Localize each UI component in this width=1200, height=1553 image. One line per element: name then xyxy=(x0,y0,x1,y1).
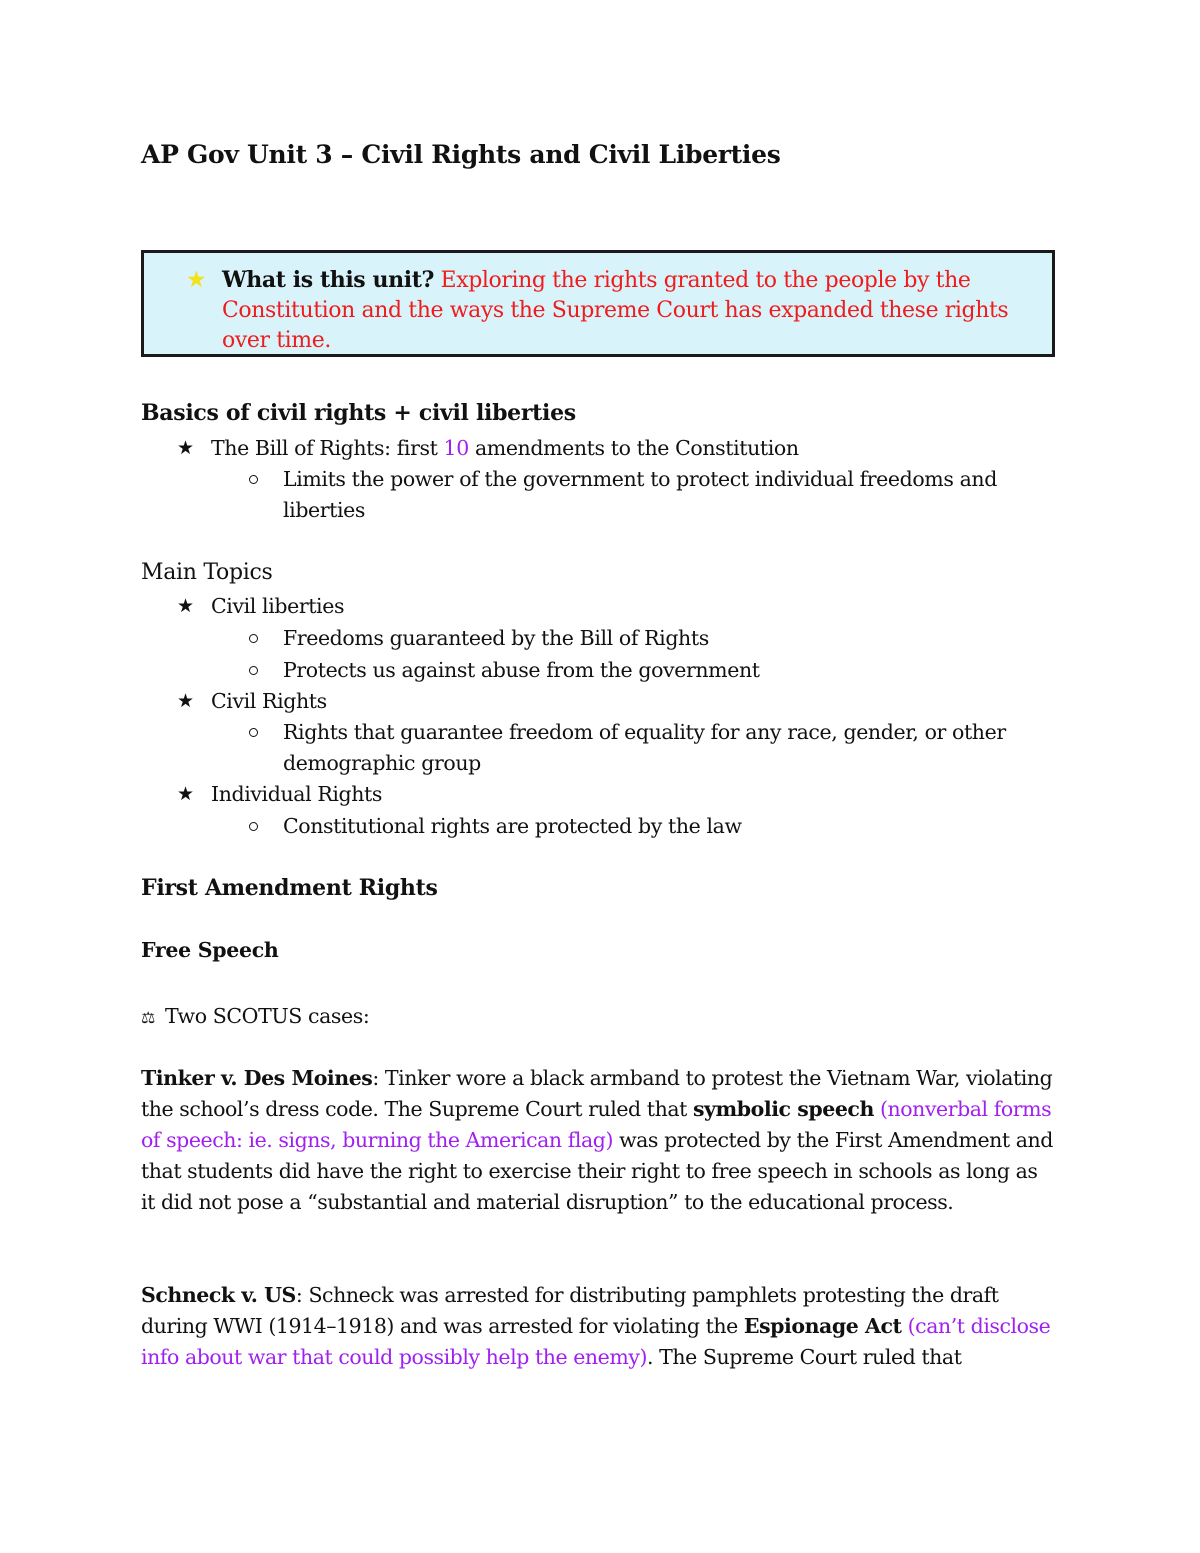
star-icon: ★ xyxy=(186,267,207,293)
topic-subitem: Protects us against abuse from the government xyxy=(283,658,760,682)
star-bullet-icon: ★ xyxy=(177,783,195,805)
schneck-paragraph xyxy=(141,1280,1057,1373)
page-title: AP Gov Unit 3 – Civil Rights and Civil Liberties xyxy=(141,140,781,169)
schneck-text: : Schneck was arrested for distributing pamphlets protesting the draft during WWI (1914–1918) and was arrested for violating the xyxy=(141,1283,999,1338)
topic-subitem: Rights that guarantee freedom of equality for any race, gender, or other demographic group xyxy=(283,720,1006,775)
callout-text xyxy=(222,265,1047,356)
unit-callout-box xyxy=(141,250,1055,357)
symbolic-speech-term: symbolic speech xyxy=(692,1097,874,1121)
basics-item-text: The Bill of Rights: first xyxy=(211,436,444,460)
circle-bullet-icon xyxy=(249,822,258,831)
star-bullet-icon: ★ xyxy=(177,437,195,459)
callout-question: What is this unit? xyxy=(222,267,434,293)
schneck-text-end: . The Supreme Court ruled that xyxy=(647,1345,962,1369)
espionage-act-aside: (can’t disclose info about war that could possibly help the enemy) xyxy=(141,1314,1051,1369)
first-amendment-heading: First Amendment Rights xyxy=(141,875,438,901)
topic-civil-rights: Civil Rights xyxy=(211,689,327,713)
basics-heading: Basics of civil rights + civil liberties xyxy=(141,400,576,426)
circle-bullet-icon xyxy=(249,634,258,643)
basics-item-bill-of-rights xyxy=(211,433,799,464)
circle-bullet-icon xyxy=(249,666,258,675)
topic-civil-liberties: Civil liberties xyxy=(211,594,345,618)
scales-icon: ⚖ xyxy=(141,1008,155,1027)
topic-subitem: Freedoms guaranteed by the Bill of Rights xyxy=(283,626,709,650)
star-bullet-icon: ★ xyxy=(177,690,195,712)
amendment-count: 10 xyxy=(443,436,469,460)
symbolic-speech-aside: (nonverbal forms of speech: ie. signs, burning the American flag) xyxy=(141,1097,1052,1152)
circle-bullet-icon xyxy=(249,728,258,737)
main-topics-heading: Main Topics xyxy=(141,560,273,585)
schneck-case-name: Schneck v. US xyxy=(141,1283,296,1307)
star-bullet-icon: ★ xyxy=(177,595,195,617)
topic-individual-rights: Individual Rights xyxy=(211,782,383,806)
circle-bullet-icon xyxy=(249,475,258,484)
basics-item-text-end: amendments to the Constitution xyxy=(468,436,799,460)
free-speech-heading: Free Speech xyxy=(141,938,279,962)
cases-intro-text: Two SCOTUS cases: xyxy=(165,1004,370,1028)
basics-subitem: Limits the power of the government to protect individual freedoms and liberties xyxy=(283,467,997,522)
cases-intro xyxy=(141,1001,369,1033)
topic-subitem: Constitutional rights are protected by the law xyxy=(283,814,742,838)
tinker-case-name: Tinker v. Des Moines xyxy=(141,1066,373,1090)
tinker-paragraph xyxy=(141,1063,1057,1218)
tinker-text-end: was protected by the First Amendment and that students did have the right to exercise their right to free speech in schools as long as it did not pose a “substantial and material disruption” to the educational process. xyxy=(141,1128,1053,1214)
tinker-text: : Tinker wore a black armband to protest the Vietnam War, violating the school’s dress code. The Supreme Court ruled that xyxy=(141,1066,1053,1121)
espionage-act-term: Espionage Act xyxy=(743,1314,902,1338)
callout-answer: Exploring the rights granted to the people by the Constitution and the ways the Supreme Court has expanded these rights over time. xyxy=(222,268,1009,353)
